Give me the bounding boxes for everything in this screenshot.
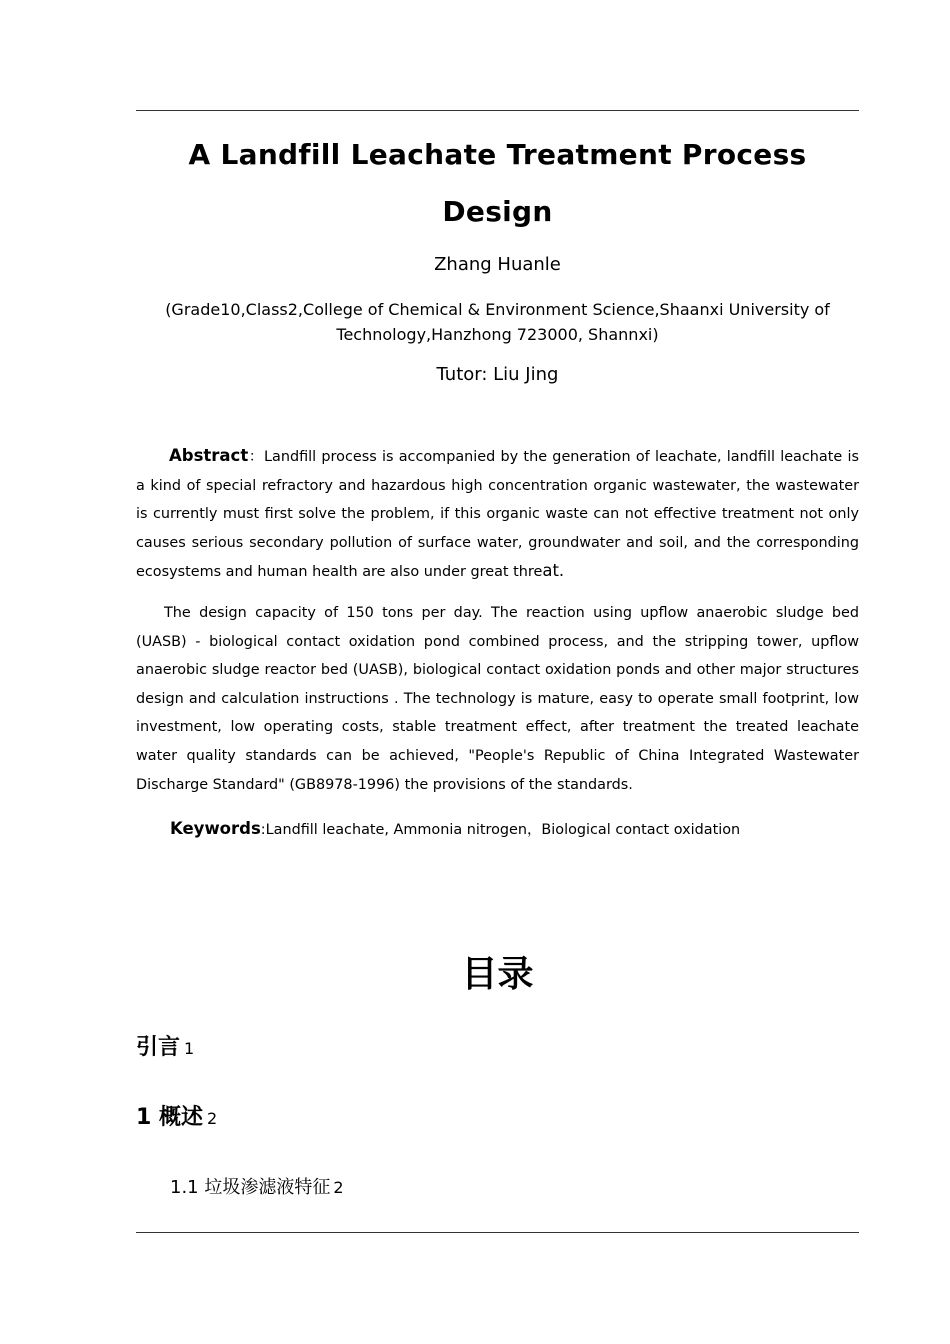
abstract-text: Landfill process is accompanied by the generation of leachate, landfill leachate is a kind of special refractory and hazardous high concentration organic wastewater, the wastewater is currently must first solve the problem, if this organic waste can not effective treatment not only causes serious secondary pollution of surface water, groundwater and soil, and the corresponding ecosystems and human health are also under great thre <box>136 449 859 581</box>
toc-entry-leachate-characteristics[interactable] <box>170 1173 344 1199</box>
affiliation <box>136 297 859 347</box>
toc-entry-page: 2 <box>206 1109 218 1128</box>
affiliation-line-1: (Grade10,Class2,College of Chemical & Environment Science,Shaanxi University of <box>165 300 830 319</box>
toc-title: 目录 <box>461 954 534 995</box>
abstract-separator: ： <box>248 449 264 465</box>
abstract-label: Abstract <box>169 446 249 465</box>
design-paragraph: The design capacity of 150 tons per day. The reaction using upflow anaerobic sludge bed (UASB) - biological contact oxidation pond combined process, and the stripping tower, upflow anaerobic sludge reactor bed (UASB), biological contact oxidation ponds and other major structures design and calculation instructions . The technology is mature, easy to operate small footprint, low investment, low operating costs, stable treatment effect, after treatment the treated leachate water quality standards can be achieved, "People's Republic of China Integrated Wastewater Discharge Standard" (GB8978-1996) the provisions of the standards. <box>136 605 859 793</box>
keywords-line <box>170 816 740 843</box>
title-line-1: A Landfill Leachate Treatment Process <box>188 138 807 171</box>
toc-entry-introduction[interactable] <box>136 1030 194 1061</box>
tutor-name: Tutor: Liu Jing <box>436 364 559 385</box>
keywords-text: :Landfill leachate, Ammonia nitrogen，Biological contact oxidation <box>260 822 741 838</box>
toc-entry-label: 1 概述 <box>136 1105 203 1130</box>
affiliation-line-2: Technology,Hanzhong 723000, Shannxi) <box>336 325 659 344</box>
toc-entry-label: 引言 <box>136 1035 181 1060</box>
abstract-text-tail: at. <box>542 561 565 581</box>
paper-title <box>136 126 859 240</box>
toc-entry-page: 2 <box>333 1178 344 1197</box>
toc-entry-overview[interactable] <box>136 1100 217 1131</box>
footer-rule <box>136 1232 859 1233</box>
toc-entry-label: 1.1 垃圾渗滤液特征 <box>170 1177 331 1198</box>
keywords-label: Keywords <box>170 819 261 838</box>
title-line-2: Design <box>442 195 553 228</box>
toc-entry-page: 1 <box>184 1039 195 1058</box>
abstract-paragraph <box>136 442 859 587</box>
author-name: Zhang Huanle <box>434 254 561 275</box>
header-rule <box>136 110 859 111</box>
